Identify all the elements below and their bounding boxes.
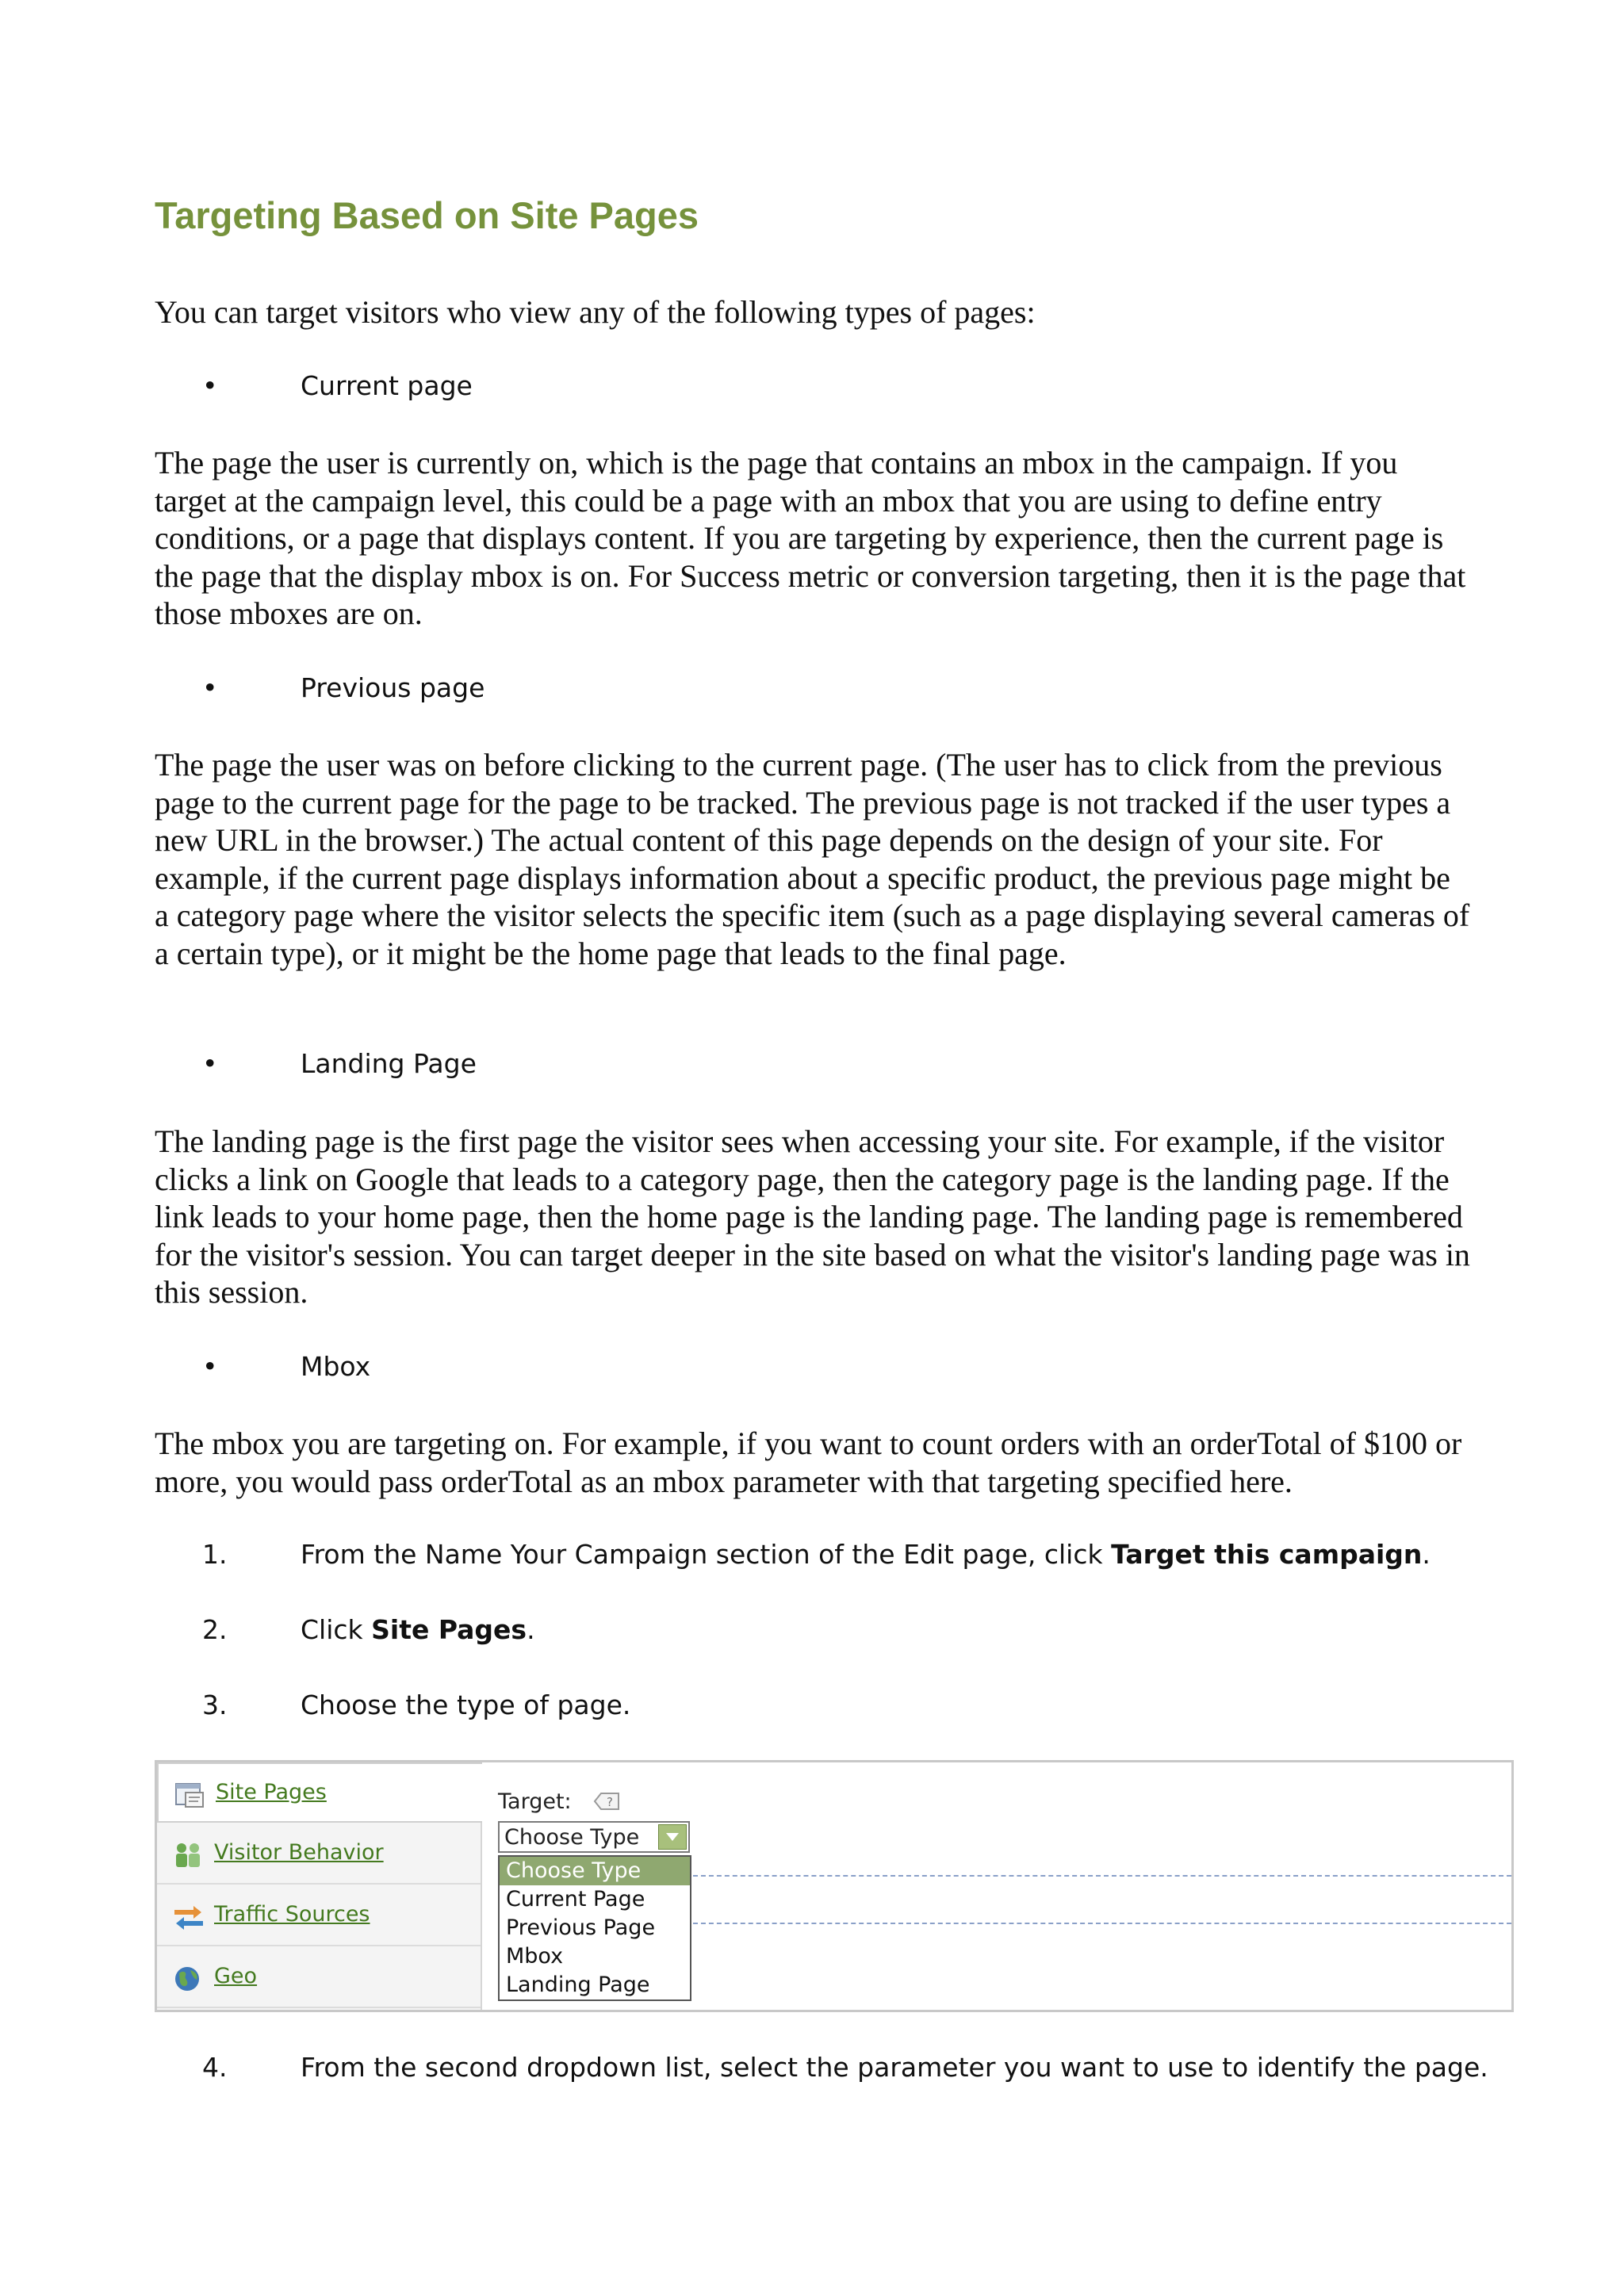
nav-geo[interactable] xyxy=(157,1948,481,2008)
nav-label[interactable]: Geo xyxy=(214,1964,258,1988)
bullet-glyph: • xyxy=(202,370,218,401)
nav-traffic-sources[interactable] xyxy=(157,1886,481,1946)
target-label: Target: xyxy=(498,1789,572,1814)
svg-text:?: ? xyxy=(607,1795,613,1809)
mbox-paragraph: The mbox you are targeting on. For example, if you want to count orders with an orderTotal of $100 or more, you would pass orderTotal as an mbox parameter with that targeting specified here. xyxy=(155,1425,1462,1499)
bullet-landing-page xyxy=(202,1048,477,1080)
option-landing-page[interactable]: Landing Page xyxy=(506,1973,650,1997)
option-mbox[interactable]: Mbox xyxy=(506,1944,564,1969)
select-value: Choose Type xyxy=(504,1825,640,1850)
traffic-sources-icon xyxy=(173,1904,205,1931)
step-1: 1. From the Name Your Campaign section of the Edit page, click Target this campaign. xyxy=(202,1539,1431,1570)
current-page-paragraph: The page the user is currently on, which is the page that contains an mbox in the campaign. If you target at the campaign level, this could be a page with an mbox that you are using to define entry conditions, or a page that displays content. If you are targeting by experience, then the current page is the page that the display mbox is on. For Success metric or conversion targeting, then it is the page that those mboxes are on. xyxy=(155,445,1466,631)
nav-label[interactable]: Visitor Behavior xyxy=(214,1840,384,1865)
bullet-mbox xyxy=(202,1351,370,1383)
step-3: 3. Choose the type of page. xyxy=(202,1689,631,1720)
target-category-nav xyxy=(157,1762,482,2010)
dashed-divider xyxy=(693,1923,1511,1924)
option-current-page[interactable]: Current Page xyxy=(506,1887,645,1911)
nav-label[interactable]: Traffic Sources xyxy=(214,1902,370,1927)
bullet-glyph: • xyxy=(202,1048,218,1079)
step-2: 2. Click Site Pages. xyxy=(202,1614,535,1645)
bullet-previous-page xyxy=(202,672,485,704)
bullet-label: Previous page xyxy=(301,672,485,703)
step-4: 4. From the second dropdown list, select the parameter you want to use to identify the page. xyxy=(202,2052,1488,2083)
bullet-glyph: • xyxy=(202,1351,218,1382)
intro-paragraph: You can target visitors who view any of the following types of pages: xyxy=(155,294,1036,330)
target-panel xyxy=(482,1762,1511,2010)
bullet-glyph: • xyxy=(202,672,218,703)
targeting-screenshot xyxy=(155,1760,1514,2012)
target-type-dropdown xyxy=(498,1855,691,2001)
option-previous-page[interactable]: Previous Page xyxy=(506,1915,656,1940)
target-type-select[interactable] xyxy=(498,1821,690,1853)
previous-page-paragraph: The page the user was on before clicking to the current page. (The user has to click from the previous page to the current page for the page to be tracked. The previous page is not tracked if the user types a new URL in the browser.) The actual content of this page depends on the design of your site. For example, if the current page displays information about a specific product, the previous page might be a category page where the visitor selects the specific item (such as a page displaying several cameras of a certain type), or it might be the home page that leads to the final page. xyxy=(155,747,1470,971)
visitor-behavior-icon xyxy=(173,1842,205,1869)
nav-label[interactable]: Site Pages xyxy=(216,1780,327,1804)
chevron-down-icon[interactable] xyxy=(658,1824,687,1850)
nav-visitor-behavior[interactable] xyxy=(157,1824,481,1885)
nav-site-pages[interactable] xyxy=(157,1762,482,1823)
landing-page-paragraph: The landing page is the first page the visitor sees when accessing your site. For example, if the visitor clicks a link on Google that leads to a category page, then the category page is the landing page. If the link leads to your home page, then the home page is the landing page. The landing page is remembered for the visitor's session. You can target deeper in the site based on what the visitor's landing page was in this session. xyxy=(155,1123,1470,1310)
globe-icon xyxy=(173,1965,205,1992)
bullet-current-page xyxy=(202,370,473,402)
site-pages-icon xyxy=(174,1781,206,1808)
help-icon[interactable] xyxy=(593,1791,620,1812)
dashed-divider xyxy=(693,1875,1511,1877)
page-title: Targeting Based on Site Pages xyxy=(155,194,699,236)
option-choose-type[interactable]: Choose Type xyxy=(500,1857,690,1885)
bullet-label: Current page xyxy=(301,370,473,401)
bullet-label: Mbox xyxy=(301,1351,371,1382)
bullet-label: Landing Page xyxy=(301,1048,477,1079)
